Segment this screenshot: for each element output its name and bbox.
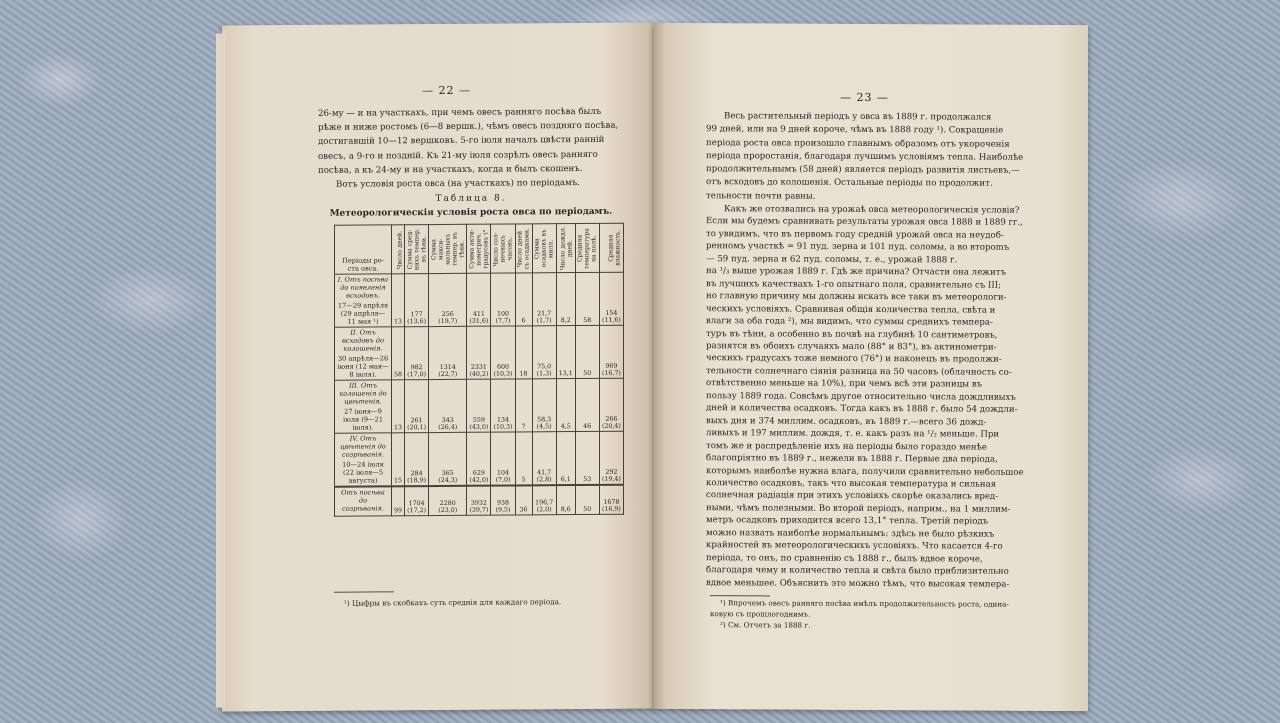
period-cell bbox=[335, 486, 392, 516]
text-line: отвѣтственно меньше на 10%), при чемъ всѣ эти разницы въ bbox=[706, 378, 983, 390]
open-book bbox=[222, 24, 1088, 710]
left-page bbox=[222, 22, 656, 711]
table-caption: Таблица 8. bbox=[435, 193, 507, 205]
cell-value: 8,2 bbox=[560, 317, 571, 325]
cell-value: 13,1 bbox=[558, 370, 573, 378]
cell-value: 154 bbox=[605, 309, 618, 317]
cell-average: (43,0) bbox=[469, 423, 489, 431]
cell-value: 18 bbox=[519, 370, 528, 378]
text-line: посѣва, а къ 24-му и на участкахъ, когда и былъ скошенъ. bbox=[318, 163, 583, 176]
table-row bbox=[335, 431, 624, 487]
cell-value: 256 bbox=[441, 310, 454, 318]
cell-average: (17,2) bbox=[407, 507, 427, 515]
table-header-cell: Сумма осадковъ въ милл. bbox=[532, 224, 556, 273]
left-footnote: ¹) Цыфры въ скобкахъ суть среднія для каждаго періода. bbox=[344, 597, 562, 608]
table-cell bbox=[575, 431, 599, 485]
cell-average: (23,0) bbox=[438, 506, 458, 515]
text-line: продолжительнымъ (58 дней) является періодъ развитія листьевъ,— bbox=[706, 164, 1020, 176]
text-line: туръ въ тѣни, а особенно въ почвѣ на глубинѣ 10 сантиметровъ, bbox=[706, 328, 998, 341]
cell-average: (39,7) bbox=[469, 506, 489, 514]
table-cell bbox=[429, 326, 467, 379]
table-header-cell: Число сол-нечныхъ часовъ. bbox=[491, 224, 515, 273]
table-header-cell: Число дождл. дней. bbox=[556, 224, 575, 273]
table-cell bbox=[532, 326, 556, 379]
cell-value: 969 bbox=[605, 362, 618, 370]
text-line: крайностей въ метеорологическихъ условіяхъ. Что касается 4-го bbox=[706, 540, 1003, 552]
table-cell bbox=[491, 432, 515, 486]
table-cell bbox=[467, 379, 491, 432]
text-line: Какъ же отозвались на урожаѣ овса метеорологическія условія? bbox=[724, 204, 1020, 216]
period-dates: 30 апрѣля—26 іюня (12 мая—8 іюля). bbox=[337, 354, 389, 379]
table-header-cell: Число дней съ осадками. bbox=[515, 224, 532, 273]
text-line: Весь растительный періодъ у овса въ 1889 г. продолжался bbox=[724, 111, 992, 123]
text-line: 26-му — и на участкахъ, при чемъ овесъ ранняго посѣва былъ bbox=[318, 106, 602, 119]
period-title: I. Отъ посѣва до появленія всходовъ. bbox=[337, 275, 389, 300]
cell-value: 2280 bbox=[439, 499, 456, 507]
text-line: ными, чѣмъ полезными. Во второй періодъ, наприм., на 1 миллим- bbox=[706, 503, 1011, 515]
table-cell bbox=[392, 327, 405, 380]
footnote-line: ²) См. Отчетъ за 1888 г. bbox=[720, 620, 811, 630]
table-header-row bbox=[335, 223, 624, 274]
left-page-number: — 22 — bbox=[422, 83, 471, 98]
period-title: Отъ посѣва до созрѣванія. bbox=[341, 488, 385, 513]
table-cell bbox=[491, 379, 515, 432]
text-line: но главную причину мы должны искать все таки въ метеорологи- bbox=[706, 291, 1007, 303]
cell-value: 600 bbox=[496, 363, 509, 371]
table-header-cell: Средняя влажность. bbox=[599, 223, 623, 272]
cell-average: (19,4) bbox=[601, 475, 621, 483]
cell-value: 50 bbox=[583, 369, 592, 377]
right-paragraph-2 bbox=[706, 203, 1026, 591]
table-header-cell: Сумма макси-мальныхъ темпер. въ тѣни. bbox=[429, 224, 467, 273]
text-line: тельности солнечнаго сіянія разница на 50 часовъ (облачность со- bbox=[706, 366, 1012, 378]
cell-average: (4,5) bbox=[536, 423, 552, 431]
table-cell bbox=[467, 273, 491, 326]
table-cell bbox=[467, 432, 491, 486]
table-header-cell: Число дней. bbox=[392, 225, 405, 274]
cell-value: 982 bbox=[410, 364, 423, 372]
cell-average: (18,9) bbox=[407, 477, 427, 485]
cell-value: 292 bbox=[605, 468, 618, 476]
table-cell bbox=[429, 486, 467, 516]
cell-value: 6,1 bbox=[560, 476, 571, 484]
cell-average: (11,6) bbox=[601, 316, 621, 324]
table-cell bbox=[405, 327, 429, 380]
cell-average: (10,3) bbox=[493, 423, 513, 431]
cell-value: 2331 bbox=[470, 363, 487, 371]
table-cell bbox=[532, 485, 556, 515]
table-cell bbox=[556, 379, 575, 432]
text-line: то увидимъ, что въ первомъ году средній урожай овса на неудоб- bbox=[706, 229, 1004, 241]
table-cell bbox=[515, 379, 532, 432]
footnote-line: ковую съ прошлогоднимъ. bbox=[710, 609, 811, 619]
cell-average: (2,0) bbox=[536, 506, 552, 514]
table-cell bbox=[556, 485, 575, 515]
cell-average: (7,0) bbox=[495, 476, 511, 484]
cell-average: (7,7) bbox=[495, 317, 511, 325]
table-cell bbox=[556, 326, 575, 379]
period-cell bbox=[335, 433, 392, 487]
cell-value: 3932 bbox=[470, 499, 487, 507]
text-line: въ лучшихъ качествахъ 1-го опытнаго поля, сравнительно съ III; bbox=[706, 278, 1002, 291]
text-line: тельности почти равны. bbox=[706, 190, 816, 202]
table-cell bbox=[515, 432, 532, 486]
text-line: разнятся въ обоихъ случаяхъ мало (88° и 83°), въ актинометри- bbox=[706, 341, 997, 353]
table-cell bbox=[491, 326, 515, 379]
table-cell bbox=[515, 326, 532, 379]
cell-value: 53 bbox=[583, 475, 592, 483]
cell-value: 99 bbox=[394, 507, 403, 515]
table-cell bbox=[467, 326, 491, 379]
meteorological-table bbox=[334, 223, 624, 517]
cell-value: 411 bbox=[472, 310, 485, 318]
cell-value: 365 bbox=[441, 469, 454, 477]
text-line: томъ же и распредѣленіе ихъ на періоды было гораздо менѣе bbox=[706, 440, 987, 453]
footnote-rule bbox=[334, 591, 394, 592]
table-header-cell: Сумма сред-нихъ темпер. въ тѣни. bbox=[405, 225, 429, 274]
table-cell bbox=[575, 378, 599, 431]
period-title: II. Отъ всходовъ до колошенія. bbox=[342, 328, 384, 353]
cell-average: (2,8) bbox=[536, 476, 552, 484]
cell-value: 7 bbox=[521, 423, 526, 431]
cell-value: 629 bbox=[472, 469, 485, 477]
table-cell bbox=[556, 273, 575, 326]
cell-average: (20,4) bbox=[601, 422, 621, 430]
text-line: выхъ дня и 374 миллим. осадковъ, въ 1889 г.—всего 36 дожд- bbox=[706, 415, 987, 428]
table-cell bbox=[405, 380, 429, 433]
cell-average: (9,5) bbox=[495, 506, 511, 514]
text-line: благопріятно въ 1889 г., нежели въ 1888 г. Первые два періода, bbox=[706, 453, 998, 465]
cell-value: 938 bbox=[496, 499, 509, 507]
table-cell bbox=[599, 378, 623, 431]
cell-value: 6 bbox=[521, 317, 526, 325]
table-cell bbox=[491, 485, 515, 515]
table-row bbox=[335, 485, 624, 517]
table-cell bbox=[599, 325, 623, 378]
cell-average: (24,3) bbox=[438, 476, 458, 485]
cell-value: 58 bbox=[394, 371, 403, 379]
text-line: — 59 пуд. зерна и 62 пуд. соломы, т. е., урожай 1888 г. bbox=[706, 253, 958, 266]
cell-value: 4,5 bbox=[560, 423, 571, 431]
table-cell bbox=[515, 273, 532, 326]
cell-value: 13 bbox=[394, 318, 403, 326]
cell-value: 8,6 bbox=[560, 506, 571, 514]
cell-value: 50 bbox=[583, 505, 592, 513]
table-cell bbox=[532, 432, 556, 486]
period-dates: 27 іюня—9 іюля (9—21 іюля). bbox=[342, 407, 384, 432]
table-cell bbox=[429, 379, 467, 432]
period-dates: 10—24 іюля (22 іюля—5 августа) bbox=[342, 460, 384, 485]
text-line: которымъ наиболѣе нужна влага, получили сравнительно небольшое bbox=[706, 465, 1024, 478]
text-line: Если мы будемъ сравнивать результаты урожая овса 1888 и 1889 гг., bbox=[706, 216, 1024, 229]
cell-average: (31,6) bbox=[469, 317, 489, 325]
cell-value: 58,3 bbox=[537, 416, 552, 424]
table-cell bbox=[491, 273, 515, 326]
text-line: ливыхъ и 197 миллим. дождя, т. е. какъ разъ на ¹/₂ меньше. При bbox=[706, 428, 1000, 440]
table-cell bbox=[405, 433, 429, 487]
left-paragraph bbox=[318, 105, 624, 192]
table-header-cell: Средняя температура на полѣ. bbox=[575, 223, 599, 272]
text-line: дней и количества осадковъ. Тогда какъ въ 1888 г. было 54 дождли- bbox=[706, 403, 1018, 416]
text-line: овесъ, а 9-го и поздній. Къ 21-му іюля созрѣлъ овесъ ранняго bbox=[318, 149, 598, 162]
text-line: ренномъ участкѣ = 91 пуд. зерна и 101 пуд. соломы, а во вторomъ bbox=[706, 241, 1010, 254]
right-paragraph-1 bbox=[706, 110, 1026, 205]
text-line: вдвое меньшее. Объяснить это можно тѣмъ, что высокая темпера- bbox=[706, 577, 1010, 590]
right-footnotes bbox=[710, 597, 1030, 632]
cell-average: (13,6) bbox=[407, 318, 427, 326]
text-line: солнечная радіація при этихъ условіяхъ скорѣе оказались вред- bbox=[706, 490, 999, 503]
cell-average: (16,7) bbox=[601, 369, 621, 377]
table-cell bbox=[392, 380, 405, 433]
text-line: Вотъ условія роста овса (на участкахъ) по періодамъ. bbox=[336, 178, 580, 190]
table-cell bbox=[575, 485, 599, 515]
cell-value: 1314 bbox=[439, 363, 456, 371]
right-page-number: — 23 — bbox=[840, 90, 889, 105]
page-edges bbox=[216, 33, 226, 707]
table-cell bbox=[392, 433, 405, 487]
table-title: Метеорологическія условія роста овса по періодамъ. bbox=[329, 206, 613, 219]
table-cell bbox=[532, 379, 556, 432]
cell-value: 36 bbox=[519, 506, 528, 514]
table-cell bbox=[515, 485, 532, 515]
period-dates: 17—29 апрѣля (29 апрѣля—11 мая ¹) bbox=[337, 301, 389, 326]
cell-value: 5 bbox=[521, 476, 526, 484]
table-row bbox=[335, 378, 624, 433]
table-header-cell: Сумма акти-нометрич. градусовъ t° bbox=[467, 224, 491, 273]
cell-average: (10,3) bbox=[493, 370, 513, 378]
cell-value: 41,7 bbox=[537, 469, 552, 477]
table-cell bbox=[405, 274, 429, 327]
cell-average: (1,3) bbox=[536, 370, 552, 378]
text-line: 99 дней, или на 9 дней короче, чѣмъ въ 1888 году ¹). Сокращеніе bbox=[706, 124, 1004, 136]
cell-value: 1704 bbox=[408, 500, 425, 508]
table-cell bbox=[556, 432, 575, 486]
cell-average: (16,9) bbox=[601, 505, 621, 513]
text-line: влаги за оба года ²), мы видимъ, что суммы среднихъ темпера- bbox=[706, 316, 993, 328]
cell-value: 13 bbox=[394, 424, 403, 432]
cell-value: 177 bbox=[410, 311, 423, 319]
period-title: IV. Отъ цвѣтенія до созрѣванія. bbox=[340, 434, 386, 459]
footnote-line: ¹) Впрочемъ овесъ ранняго посѣва имѣлъ продолжительность роста, одина- bbox=[720, 598, 1009, 609]
cell-value: 15 bbox=[394, 477, 403, 485]
text-line: пользу 1889 года. Совсѣмъ другое относительно числа дождливыхъ bbox=[706, 390, 1016, 403]
text-line: метръ осадковъ приходится всего 13,1° тепла. Третій періодъ bbox=[706, 515, 989, 527]
cell-value: 261 bbox=[410, 417, 423, 425]
text-line: періода, то онъ, по сравненію съ 1888 г., былъ вдвое короче, bbox=[706, 552, 983, 565]
cell-value: 343 bbox=[441, 416, 454, 424]
text-line: періода проростанія, благодаря лучшимъ условіямъ тепла. Наиболѣе bbox=[706, 151, 1024, 163]
cell-average: (26,4) bbox=[438, 423, 458, 432]
table-cell bbox=[467, 486, 491, 516]
table-cell bbox=[405, 486, 429, 516]
cell-value: 75,0 bbox=[537, 363, 552, 371]
period-cell bbox=[335, 327, 392, 380]
cell-average: (40,2) bbox=[469, 370, 489, 378]
text-line: ческихъ градусахъ тоже немного (76°) и наконецъ въ продолжи- bbox=[706, 353, 1002, 366]
period-cell bbox=[335, 380, 392, 433]
table-row bbox=[335, 325, 624, 380]
table-cell bbox=[532, 273, 556, 326]
cell-value: 21,7 bbox=[537, 310, 552, 318]
cell-average: (17,0) bbox=[407, 371, 427, 379]
period-title: III. Отъ колошенія до цвѣтенія. bbox=[339, 381, 387, 406]
table-cell bbox=[599, 272, 623, 325]
table-cell bbox=[429, 432, 467, 486]
table-cell bbox=[599, 485, 623, 515]
cell-value: 266 bbox=[605, 415, 618, 423]
text-line: достигавшій 10—12 вершковъ. 5-го іюля началъ цвѣсти ранній bbox=[318, 135, 605, 148]
text-line: рѣже и ниже ростомъ (6—8 вершк.), чѣмъ овесъ поздняго посѣва, bbox=[318, 120, 619, 134]
text-line: ческихъ условіяхъ. Сравнивая общія количества тепла, свѣта и bbox=[706, 303, 996, 316]
table-cell bbox=[392, 274, 405, 327]
text-line: періода роста овса произошло главнымъ образомъ отъ укороченія bbox=[706, 137, 1010, 150]
cell-value: 284 bbox=[410, 470, 423, 478]
table-cell bbox=[429, 273, 467, 326]
text-line: отъ всходовъ до колошенія. Остальные періоды по продолжит. bbox=[706, 177, 993, 190]
text-line: можно назвать наиболѣе нормальнымъ: здѣсь не было рѣзкихъ bbox=[706, 527, 995, 540]
right-page bbox=[654, 23, 1088, 711]
cell-average: (19,7) bbox=[438, 317, 458, 326]
cell-value: 100 bbox=[496, 310, 509, 318]
text-line: количество осадковъ, такъ что высокая температура и сильная bbox=[706, 478, 997, 490]
cell-average: (22,7) bbox=[438, 370, 458, 379]
table-cell bbox=[575, 325, 599, 378]
cell-average: (1,7) bbox=[536, 317, 552, 325]
table-row bbox=[335, 272, 624, 327]
text-line: благодаря чему и количество тепла и свѣта было приблизительно bbox=[706, 565, 1009, 577]
cell-value: 134 bbox=[496, 416, 509, 424]
cell-value: 196,7 bbox=[535, 499, 554, 507]
cell-average: (42,0) bbox=[469, 476, 489, 484]
table-header-cell: Періоды ро-ста овса. bbox=[335, 225, 392, 274]
cell-average: (20,1) bbox=[407, 424, 427, 432]
cell-value: 58 bbox=[583, 316, 592, 324]
table-cell bbox=[392, 486, 405, 516]
table-cell bbox=[599, 431, 623, 485]
cell-value: 46 bbox=[583, 422, 592, 430]
period-cell bbox=[335, 274, 392, 327]
cell-value: 104 bbox=[496, 469, 509, 477]
text-line: на ¹/₃ выше урожая 1889 г. Гдѣ же причина? Отчасти она лежитъ bbox=[706, 266, 1007, 278]
cell-value: 559 bbox=[472, 416, 485, 424]
cell-value: 1678 bbox=[603, 498, 620, 506]
table-cell bbox=[575, 272, 599, 325]
